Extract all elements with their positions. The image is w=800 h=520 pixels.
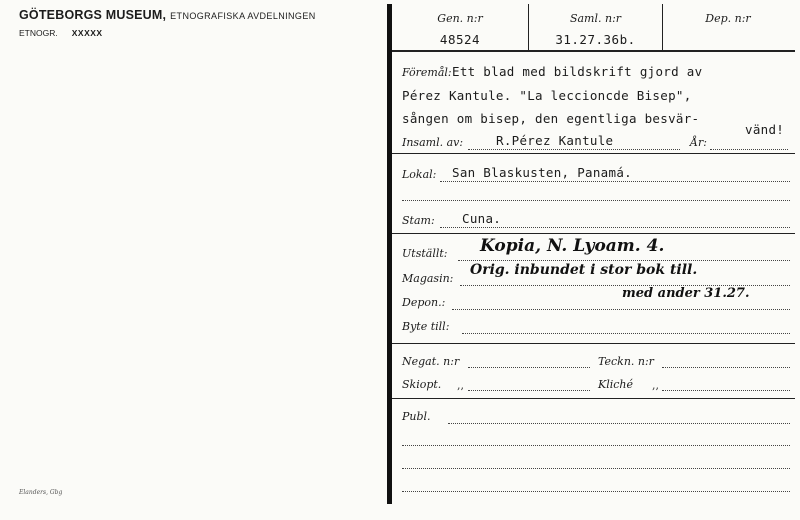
saml-number-value: 31.27.36b. [555, 32, 636, 47]
depon-handwriting: med ander 31.27. [622, 286, 750, 301]
etnogr-line [19, 28, 103, 38]
magasin-handwriting: Orig. inbundet i stor bok till. [470, 262, 698, 278]
insaml-dots [468, 149, 680, 150]
publ-dots-3 [402, 468, 790, 469]
museum-name [19, 8, 316, 22]
publ-dots-2 [402, 445, 790, 446]
publ-dots-4 [402, 491, 790, 492]
utstallt-dots [458, 260, 790, 261]
lokal-value: San Blaskusten, Panamá. [452, 165, 632, 180]
kliche-label: Kliché [598, 378, 634, 391]
lokal-label: Lokal: [402, 168, 437, 181]
ar-label: År: [690, 136, 707, 149]
lokal-dots [440, 181, 790, 182]
stam-label: Stam: [402, 214, 435, 227]
museum-title-text: GÖTEBORGS MUSEUM, [19, 8, 167, 22]
header-rule [392, 50, 795, 52]
utstallt-label: Utställt: [402, 247, 448, 260]
foremal-line-2: Pérez Kantule. "La leccioncde Bisep", [402, 88, 692, 103]
saml-number-cell [529, 4, 662, 50]
card-divider [387, 4, 392, 504]
foremal-line-3b: vänd! [745, 122, 785, 137]
department-name: ETNOGRAFISKA AVDELNINGEN [170, 11, 316, 21]
foremal-label: Föremål: [402, 66, 452, 79]
negat-dots [468, 367, 590, 368]
teckn-dots [662, 367, 790, 368]
depon-dots [452, 309, 790, 310]
gen-number-cell [392, 4, 528, 50]
skiopt-dots [468, 390, 590, 391]
insaml-label: Insaml. av: [402, 136, 464, 149]
foremal-line-3: sången om bisep, den egentliga besvär- [402, 111, 700, 126]
teckn-label: Teckn. n:r [598, 355, 654, 368]
section-rule [392, 398, 795, 399]
ar-dots [710, 149, 788, 150]
dep-number-label: Dep. n:r [705, 12, 751, 25]
byte-dots [462, 333, 790, 334]
stam-dots [440, 227, 790, 228]
gen-number-value: 48524 [439, 32, 481, 47]
lokal-dots-2 [402, 200, 790, 201]
printer-mark: Elanders, Gbg [19, 489, 63, 496]
negat-label: Negat. n:r [402, 355, 460, 368]
magasin-label: Magasin: [402, 272, 454, 285]
section-rule [392, 343, 795, 344]
stam-value: Cuna. [462, 211, 502, 226]
byte-label: Byte till: [402, 320, 450, 333]
saml-number-label: Saml. n:r [569, 12, 622, 25]
section-rule [392, 153, 795, 154]
foremal-line-1: Ett blad med bildskrift gjord av [452, 64, 703, 79]
utstallt-handwriting: Kopia, N. Lyoam. 4. [480, 236, 665, 256]
section-rule [392, 233, 795, 234]
etnogr-label: ETNOGR. [19, 28, 58, 38]
skiopt-ditto-mark: ,, [457, 379, 464, 392]
depon-label: Depon.: [402, 296, 446, 309]
publ-dots [448, 423, 790, 424]
kliche-dots [662, 390, 790, 391]
gen-number-label: Gen. n:r [437, 12, 483, 25]
struck-text: XXXXX [71, 28, 103, 38]
insaml-value: R.Pérez Kantule [496, 133, 614, 148]
skiopt-label: Skiopt. [402, 378, 442, 391]
kliche-ditto-mark: ,, [652, 379, 659, 392]
publ-label: Publ. [402, 410, 431, 423]
dep-number-cell [663, 4, 793, 50]
